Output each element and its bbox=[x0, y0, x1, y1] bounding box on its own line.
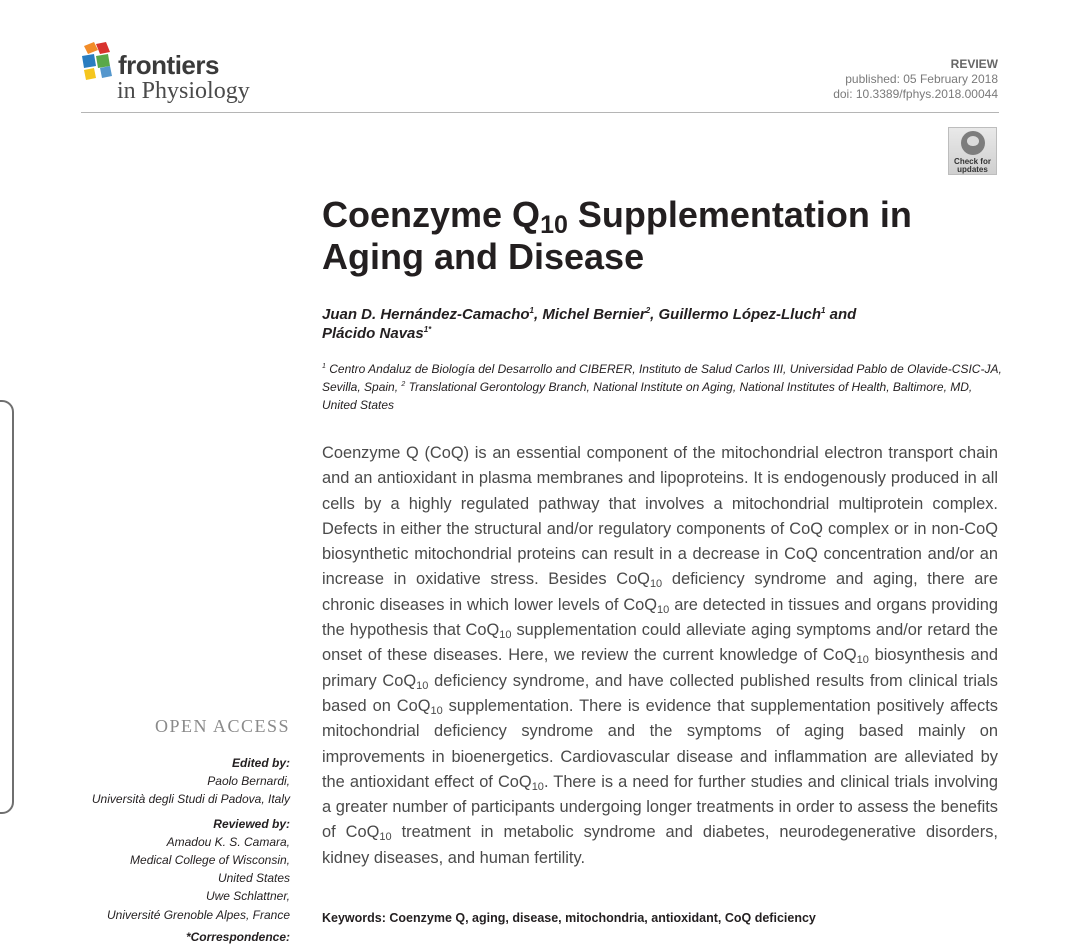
bookmark-icon bbox=[961, 131, 985, 155]
doi[interactable]: doi: 10.3389/fphys.2018.00044 bbox=[833, 87, 998, 101]
editor-name: Paolo Bernardi, bbox=[207, 774, 290, 789]
abstract-text: . There is a need for further studies and clinical trials involving a greater number of participants undergoing longer treatments in order to assess the benefits of CoQ bbox=[322, 772, 999, 842]
abstract-text: treatment in metabolic syndrome and diabetes, neurodegenerative disorders, kidney diseases, and human fertility. bbox=[322, 823, 998, 867]
affiliation-marker: 1 bbox=[322, 363, 326, 370]
author-name[interactable]: Juan D. Hernández-Camacho bbox=[322, 306, 530, 323]
abstract-subscript: 10 bbox=[379, 831, 392, 844]
author-name[interactable]: Michel Bernier bbox=[542, 306, 646, 323]
side-panel-tab[interactable] bbox=[0, 400, 14, 814]
open-access-label: OPEN ACCESS bbox=[154, 716, 290, 736]
logo-word-frontiers: frontiers bbox=[118, 50, 219, 80]
article-type: REVIEW bbox=[950, 57, 998, 71]
keywords bbox=[322, 911, 1012, 925]
abstract-subscript: 10 bbox=[416, 679, 429, 692]
affiliation-text: Centro Andaluz de Biología del Desarrollo and CIBERER, Instituto de Salud Carlos III, Universidad Pablo de Olavide-CSIC-JA, Sevilla, Spain, bbox=[322, 362, 1002, 394]
affiliation-text: Translational Gerontology Branch, National Institute on Aging, National Institutes of Health, Baltimore, MD, United States bbox=[322, 380, 973, 412]
abstract-subscript: 10 bbox=[657, 603, 670, 616]
reviewer-affiliation: Medical College of Wisconsin, bbox=[130, 853, 290, 868]
affiliations bbox=[322, 360, 1002, 414]
author-name[interactable]: Plácido Navas bbox=[322, 325, 424, 342]
author-affiliation-marker: 2 bbox=[645, 306, 651, 315]
abstract-subscript: 10 bbox=[531, 780, 544, 793]
keywords-text: Coenzyme Q, aging, disease, mitochondria, antioxidant, CoQ deficiency bbox=[385, 911, 816, 925]
check-updates-label: Check for updates bbox=[954, 157, 991, 174]
reviewed-by-label: Reviewed by: bbox=[213, 816, 290, 831]
reviewer-name: Uwe Schlattner, bbox=[205, 889, 290, 904]
editor-affiliation: Università degli Studi di Padova, Italy bbox=[91, 792, 290, 807]
reviewer-affiliation: Université Grenoble Alpes, France bbox=[107, 907, 290, 922]
abstract-text: deficiency syndrome, and have collected published results from clinical trials based on CoQ bbox=[322, 671, 998, 715]
author-affiliation-marker: 1* bbox=[423, 325, 432, 334]
affiliation-marker: 2 bbox=[401, 381, 406, 388]
abstract-text: deficiency syndrome and aging, there are chronic diseases in which lower levels of CoQ bbox=[322, 570, 998, 614]
author-list bbox=[322, 305, 1002, 343]
reviewer-name: Amadou K. S. Camara, bbox=[166, 834, 290, 849]
frontiers-cube-icon bbox=[80, 42, 120, 88]
author-separator: and bbox=[825, 306, 857, 323]
abstract-text: are detected in tissues and organs providing the hypothesis that CoQ bbox=[322, 595, 998, 640]
edited-by-label: Edited by: bbox=[231, 756, 290, 770]
abstract-subscript: 10 bbox=[499, 629, 512, 642]
correspondence-label: *Correspondence: bbox=[185, 929, 290, 944]
abstract-text: biosynthesis and primary CoQ bbox=[322, 646, 998, 690]
reviewer-affiliation: United States bbox=[217, 871, 290, 886]
abstract-text: Coenzyme Q (CoQ) is an essential component of the mitochondrial electron transport chain and an antioxidant in plasma membranes and lipoproteins. It is endogenously produced in all cells by a highly regulated pathway that involves a mitochondrial multiprotein complex. Defects in either the structural and/or regulatory components of CoQ complex or in non-CoQ biosynthetic mitochondrial proteins can result in a decrease in CoQ concentration and/or an increase in oxidative stress. Besides CoQ bbox=[322, 444, 998, 589]
author-separator: , bbox=[534, 306, 543, 323]
abstract-subscript: 10 bbox=[856, 654, 869, 667]
author-affiliation-marker: 1 bbox=[821, 306, 826, 315]
published-date: published: 05 February 2018 bbox=[845, 72, 998, 86]
author-separator: , bbox=[650, 306, 659, 323]
abstract-text: supplementation. There is evidence that supplementation positively affects mitochondrial deficiency syndrome and the symptoms of aging based mainly on improvements in bioenergetics. Cardiovascular disease and inflammation are alleviated by the antioxidant effect of CoQ bbox=[322, 696, 998, 791]
abstract-subscript: 10 bbox=[649, 578, 663, 591]
check-for-updates-button[interactable] bbox=[948, 127, 997, 175]
abstract bbox=[322, 441, 998, 871]
abstract-subscript: 10 bbox=[430, 704, 443, 717]
article-title: Coenzyme $Q_{10}$ Supplementation in Aging and Disease bbox=[322, 194, 912, 277]
keywords-label: Keywords: bbox=[322, 911, 386, 925]
author-affiliation-marker: 1 bbox=[529, 306, 534, 315]
editorial-info bbox=[60, 754, 290, 946]
article-meta bbox=[833, 57, 998, 102]
journal-logo[interactable] bbox=[80, 42, 280, 106]
header-divider bbox=[81, 112, 999, 113]
author-name[interactable]: Guillermo López-Lluch bbox=[658, 306, 822, 323]
logo-word-journal: in Physiology bbox=[117, 78, 250, 104]
abstract-text: supplementation could alleviate aging symptoms and/or retard the onset of these diseases. Here, we review the current knowledge of CoQ bbox=[322, 621, 998, 665]
